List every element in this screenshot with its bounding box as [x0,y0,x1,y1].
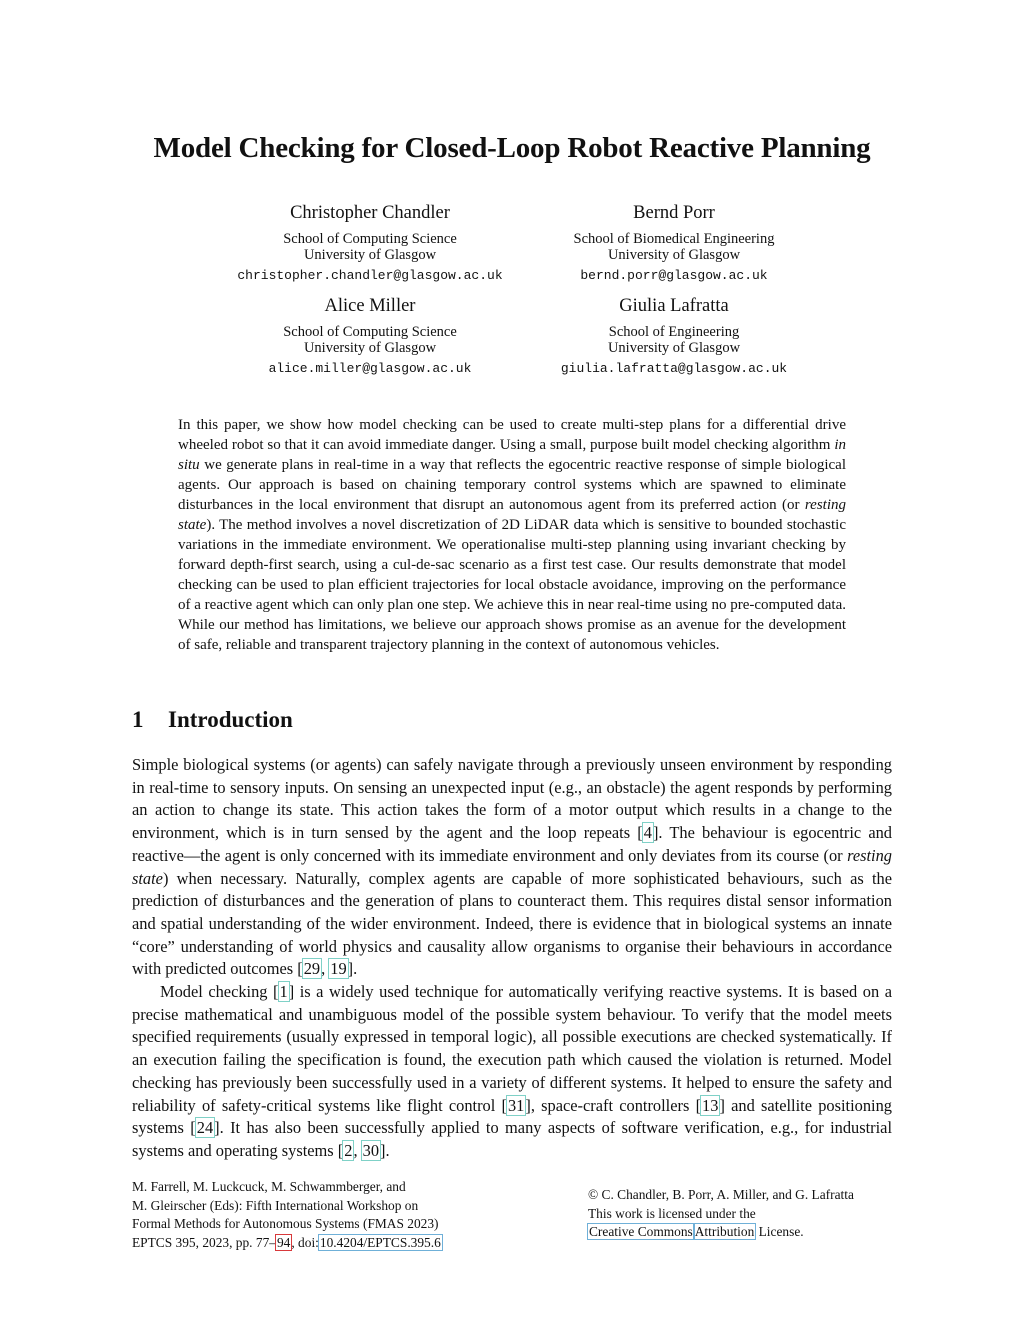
body-text [132,754,892,1163]
citation-link[interactable]: 2 [344,1140,353,1160]
section-title: Introduction [168,707,293,732]
text-run: ], space-craft controllers [ [525,1095,702,1115]
author-name: Giulia Lafratta [619,296,729,316]
paragraph [132,981,892,1163]
citation-link[interactable]: 30 [362,1140,380,1160]
text-run: ]. [347,959,358,979]
author-email[interactable]: christopher.chandler@glasgow.ac.uk [237,268,503,283]
text-run: License. [755,1224,804,1239]
license-footer [588,1186,908,1242]
creative-commons-link[interactable]: Creative Commons [589,1224,693,1239]
attribution-link[interactable]: Attribution [694,1224,755,1239]
citation-link[interactable]: 13 [702,1095,719,1115]
footer-line: M. Farrell, M. Luckcuck, M. Schwammberger, and [132,1179,406,1194]
author-block [494,294,854,377]
footer-line [132,1234,512,1253]
author-email[interactable]: bernd.porr@glasgow.ac.uk [580,268,768,283]
page-link[interactable]: 94 [276,1234,291,1250]
author-department: School of Computing Science [283,231,457,247]
author-university: University of Glasgow [303,247,437,263]
footer-line: Formal Methods for Autonomous Systems (FMAS 2023) [132,1216,439,1231]
citation-link[interactable]: 19 [330,959,347,979]
text-run: , [353,1140,362,1160]
author-university: University of Glasgow [303,340,437,356]
text-run: ] is a widely used technique for automatically verifying reactive systems. It is based on a precise mathematical and unambiguous model of the possible system behaviour. To verify that the model meets specified requirements (usually expressed in temporal logic), all possible executions are checked systematically. If an execution failing the specification is found, the execution path which caused the violation is returned. Model checking has previously been successfully used in a variety of different systems. It helped to ensure the safety and reliability of safety-critical systems like flight control [ [132,982,892,1115]
author-name: Christopher Chandler [290,203,450,223]
text-run: EPTCS 395, 2023, pp. 77– [132,1234,276,1250]
author-university: University of Glasgow [607,340,741,356]
citation-link[interactable]: 24 [196,1118,214,1138]
author-name: Bernd Porr [633,203,715,223]
text-run: Model checking [ [160,982,279,1002]
author-email[interactable]: alice.miller@glasgow.ac.uk [268,361,472,376]
text-run: ]. It has also been successfully applied to many aspects of software verification, e.g., for industrial systems and operating systems [ [132,1118,892,1160]
abstract-emphasis: resting state [178,497,846,533]
license-line: This work is licensed under the [588,1205,756,1221]
emphasis: resting state [132,845,892,888]
author-name: Alice Miller [324,296,416,316]
section-heading [132,707,293,733]
publication-footer [132,1178,512,1252]
copyright-line: © C. Chandler, B. Porr, A. Miller, and G. Lafratta [588,1187,854,1202]
abstract-text: we generate plans in real-time in a way that reflects the egocentric reactive response of simple biological agents. Our approach is based on chaining temporary control systems which are spawned to eliminate disturbances in the local environment that disrupt an autonomous agent from its preferred action (or [178,457,846,513]
citation-link[interactable]: 31 [507,1095,525,1115]
footer-line: M. Gleirscher (Eds): Fifth International Workshop on [132,1197,419,1213]
text-run: ]. [380,1140,390,1160]
text-run: ]. The behaviour is egocentric and reactive—the agent is only concerned with its immediate environment and only deviates from its course (or [132,823,892,865]
text-run: ) when necessary. Naturally, complex agents are capable of more sophisticated behaviours, such as the prediction of disturbances and the generation of plans to counteract them. This requires distal sensor information and spatial understanding of the wider environment. Indeed, there is evidence that in biological systems an innate “core” understanding of world physics and causality allow organisms to organise their behaviours in accordance with predicted outcomes [ [132,868,892,979]
text-run: Simple biological systems (or agents) can safely navigate through a previously unseen environment by responding in real-time to sensory inputs. On sensing an unexpected input (e.g., an obstacle) the agent responds by performing an action to change its state. This action takes the form of a motor output which results in a change to the environment, which is in turn sensed by the agent and the loop repeats [ [132,755,892,843]
author-block [494,201,854,284]
paper-title: Model Checking for Closed-Loop Robot Reactive Planning [153,132,871,164]
citation-link[interactable]: 29 [303,959,321,979]
abstract-emphasis: in situ [178,437,846,473]
author-department: School of Engineering [608,324,740,340]
author-university: University of Glasgow [607,247,741,263]
paragraph [132,754,892,981]
citation-link[interactable]: 4 [643,823,652,843]
author-email[interactable]: giulia.lafratta@glasgow.ac.uk [560,361,788,376]
author-department: School of Computing Science [283,324,457,340]
abstract-text: ). The method involves a novel discretization of 2D LiDAR data which is sensitive to bounded stochastic variations in the immediate environment. We operationalise multi-step planning using invariant checking by forward depth-first search, using a cul-de-sac scenario as a first test case. Our results demonstrate that model checking can be used to plan efficient trajectories for local obstacle avoidance, improving on the performance of a reactive agent which can only plan one step. We achieve this in near real-time using no pre-computed data. While our method has limitations, we believe our approach shows promise as an avenue for the development of safe, reliable and transparent trajectory planning in the context of autonomous vehicles. [178,517,846,653]
section-number: 1 [132,707,144,732]
license-link-line [588,1223,908,1242]
text-run: ] and satellite positioning systems [ [132,1095,892,1138]
abstract [178,415,846,655]
abstract-text: In this paper, we show how model checking can be used to create multi-step plans for a differential drive wheeled robot so that it can avoid immediate danger. Using a small, purpose built model checking algorithm [178,417,846,453]
text-run: , doi: [291,1234,319,1250]
doi-link[interactable]: 10.4204/EPTCS.395.6 [319,1234,441,1250]
author-department: School of Biomedical Engineering [573,231,775,247]
citation-link[interactable]: 1 [279,982,288,1002]
text-run: , [321,959,330,979]
